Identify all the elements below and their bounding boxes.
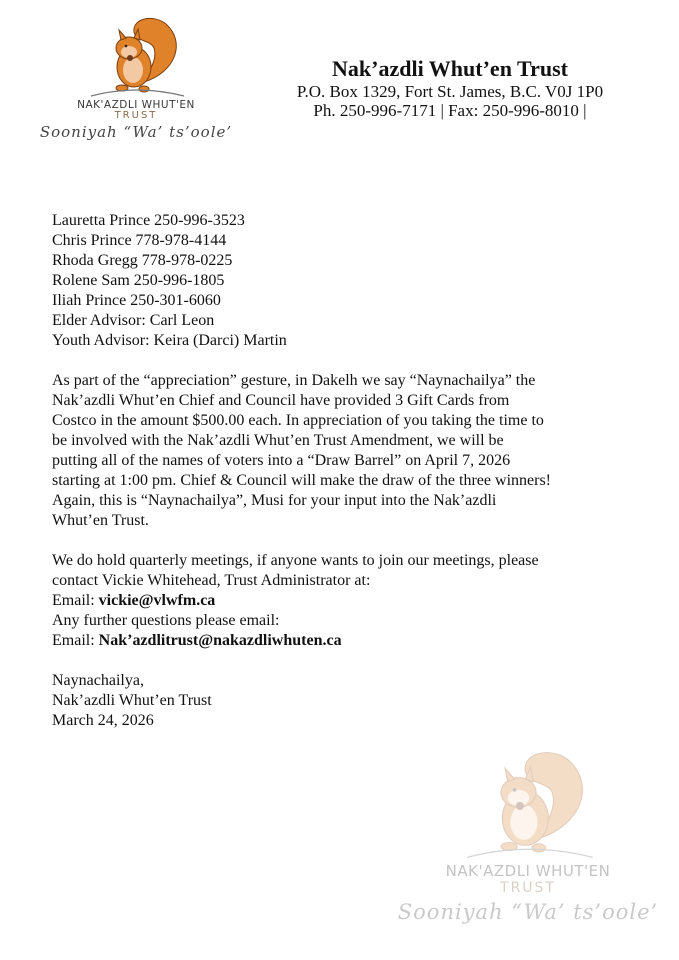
admin-email-link[interactable]: vickie@vlwfm.ca	[98, 592, 216, 609]
contact-item: Iliah Prince 250-301-6060	[52, 292, 221, 309]
paragraph-line: Again, this is “Naynachailya”, Musi for your input into the Nak’azdli	[52, 492, 497, 509]
letterhead	[262, 56, 638, 120]
logo-tagline: Sooniyah “Wa’ ts’oole’	[39, 123, 233, 141]
signature: Nak’azdli Whut’en Trust	[52, 692, 212, 709]
contact-item: Elder Advisor: Carl Leon	[52, 312, 215, 329]
meetings-paragraph	[52, 551, 632, 651]
contact-item: Lauretta Prince 250-996-3523	[52, 212, 245, 229]
paragraph-line: As part of the “appreciation” gesture, in Dakelh we say “Naynachailya” the	[52, 372, 536, 389]
contact-item: Rolene Sam 250-996-1805	[52, 272, 225, 289]
email-label: Email:	[52, 592, 99, 609]
further-questions: Any further questions please email:	[52, 612, 280, 629]
logo-name: NAK'AZDLI WHUT'EN	[77, 99, 195, 111]
email-label: Email:	[52, 632, 99, 649]
org-title: Nak’azdli Whut’en Trust	[332, 56, 568, 81]
logo-watermark	[393, 742, 663, 942]
logo-tagline: Sooniyah “Wa’ ts’oole’	[397, 900, 659, 924]
paragraph-line: Costco in the amount $500.00 each. In appreciation of you taking the time to	[52, 412, 544, 429]
salutation: Naynachailya,	[52, 672, 144, 689]
letter-body	[52, 211, 632, 731]
paragraph-line: We do hold quarterly meetings, if anyone wants to join our meetings, please	[52, 552, 539, 569]
logo-trust: TRUST	[114, 110, 158, 121]
contact-item: Rhoda Gregg 778-978-0225	[52, 252, 233, 269]
email-line	[52, 591, 632, 611]
logo-top	[36, 12, 236, 157]
letter-date: March 24, 2026	[52, 712, 154, 729]
org-address: P.O. Box 1329, Fort St. James, B.C. V0J 1P0	[296, 82, 604, 101]
closing	[52, 671, 632, 731]
appreciation-paragraph	[52, 371, 632, 531]
paragraph-line: be involved with the Nak’azdli Whut’en Trust Amendment, we will be	[52, 432, 504, 449]
paragraph-line: starting at 1:00 pm. Chief & Council will make the draw of the three winners!	[52, 472, 551, 489]
paragraph-line: Nak’azdli Whut’en Chief and Council have provided 3 Gift Cards from	[52, 392, 510, 409]
paragraph-line: Whut’en Trust.	[52, 512, 149, 529]
paragraph-line: contact Vickie Whitehead, Trust Administrator at:	[52, 572, 371, 589]
trust-email-link[interactable]: Nak’azdlitrust@nakazdliwhuten.ca	[98, 632, 342, 649]
contact-item: Youth Advisor: Keira (Darci) Martin	[52, 332, 287, 349]
email-line	[52, 631, 632, 651]
contact-list	[52, 211, 632, 351]
logo-trust: TRUST	[500, 880, 556, 896]
org-phone-fax: Ph. 250-996-7171 | Fax: 250-996-8010 |	[313, 101, 587, 120]
squirrel-icon	[36, 12, 236, 98]
squirrel-icon	[393, 742, 663, 862]
paragraph-line: putting all of the names of voters into a “Draw Barrel” on April 7, 2026	[52, 452, 511, 469]
contact-item: Chris Prince 778-978-4144	[52, 232, 227, 249]
logo-name: NAK'AZDLI WHUT'EN	[445, 862, 611, 880]
